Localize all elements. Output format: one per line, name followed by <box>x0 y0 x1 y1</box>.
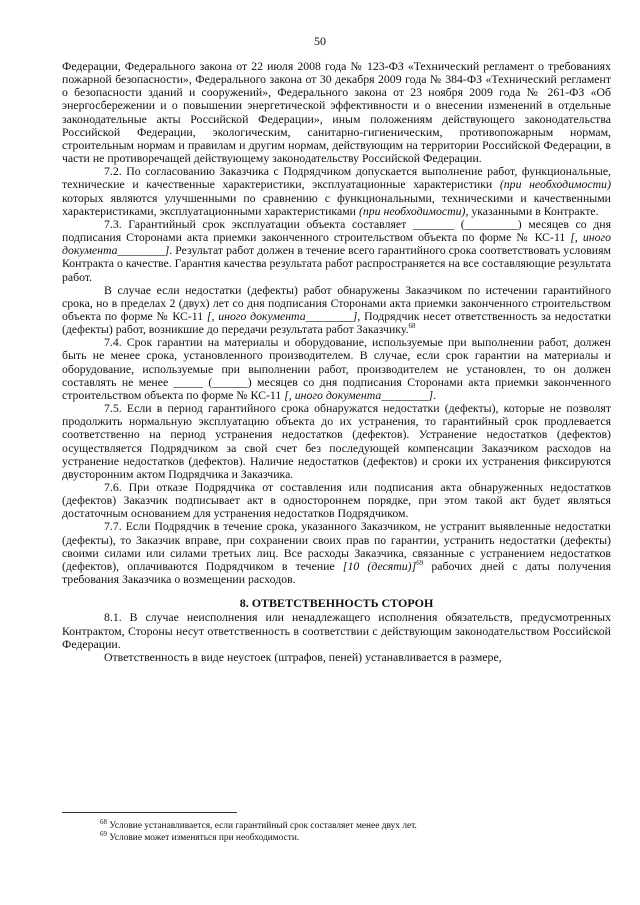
text-run: указанными в Контракте. <box>468 203 599 218</box>
text-run: 7.2. По согласованию Заказчика с Подрядчиком допускается выполнение работ, функциональные, технические и качественные характеристики, эксплуатационные характеристики <box>62 164 611 192</box>
text-run: рабочих дней с даты получения требования Заказчика о возмещении расходов. <box>62 558 612 587</box>
text-run: В случае если недостатки (дефекты) работ обнаружены Заказчиком по истечении гарантийного срока, но в пределах 2 (двух) лет со дня подписания Сторонами акта приемки законченного строительством объекта по форме № КС-11 <box>62 282 611 323</box>
paragraph <box>62 520 611 586</box>
section-heading <box>62 597 611 610</box>
footnote <box>100 829 610 844</box>
footnote-text: Условие устанавливается, если гарантийный срок составляет менее двух лет. <box>107 821 417 831</box>
text-run: 7.4. Срок гарантии на материалы и оборудование, используемые при выполнении работ, должен быть не менее срока, установленного производителем. В случае, если срок гарантии на материалы и оборудование, используемые при выполнении работ, производителем не установлен, то он должен составлять не менее _____ (______) месяцев со дня подписания Сторонами акта приемки законченного строительством объекта по форме № КС-11 <box>62 335 611 402</box>
paragraph <box>62 165 611 218</box>
text-run: 7.7. Если Подрядчик в течение срока, указанного Заказчиком, не устранит выявленные недостатки (дефекты), то Заказчик вправе, при сохранении своих прав по гарантии, устранить недостатки (дефекты) своими силами или силами третьих лиц. Все расходы Заказчика, связанные с устранением недостатков (дефектов), оплачиваются Подрядчиком в течение <box>62 519 611 573</box>
text-run: 8. ОТВЕТСТВЕННОСТЬ СТОРОН <box>239 596 434 611</box>
text-run: 8.1. В случае неисполнения или ненадлежащего исполнения обязательств, предусмотренных Контрактом, Стороны несут ответственность в соответствии с действующим законодательством Российской Федерации. <box>62 610 611 651</box>
footnote-ref: 68 <box>408 322 416 331</box>
paragraph <box>62 336 611 402</box>
text-run: 7.6. При отказе Подрядчика от составления или подписания акта обнаруженных недостатков (дефектов) Заказчик подписывает акт в одностороннем порядке, при этом такой акт будет являться достаточным основанием для устранения недостатков Подрядчиком. <box>62 480 611 521</box>
italic-text: [, иного документа________] <box>62 230 611 258</box>
italic-text: (при необходимости) <box>499 177 611 192</box>
text-run: Федерации, Федерального закона от 22 июля 2008 года № 123-ФЗ «Технический регламент о требованиях пожарной безопасности», Федерального закона от 30 декабря 2009 года № 384-ФЗ «Технический регламент о безопасности зданий и сооружений», Федерального закона от 23 ноября 2009 года № 261-ФЗ «Об энергосбережении и о повышении энергетической эффективности и о внесении изменений в отдельные законодательные акты Российской Федерации», иным положениям действующего законодательства Российской Федерации, экологическим, санитарно-гигиеническим, противопожарным нормам, строительным нормам и правилам и другим нормам, действующим на территории Российской Федерации, в части не противоречащей действующему законодательству Российской Федерации. <box>62 59 611 166</box>
italic-text: [, иного документа________] <box>284 387 434 402</box>
page-number: 50 <box>314 34 326 48</box>
footnote-separator <box>62 812 237 813</box>
paragraph <box>62 611 611 650</box>
footnote-text: Условие может изменяться при необходимости. <box>107 833 300 843</box>
paragraph <box>62 402 611 481</box>
italic-text: [10 (десяти)] <box>342 558 417 573</box>
text-run: 7.3. Гарантийный срок эксплуатации объекта составляет _______ (_________) месяцев со дня подписания Сторонами акта приемки законченного строительством объекта по форме № КС-11 <box>62 216 611 245</box>
footnote <box>100 817 610 832</box>
footnote-number: 69 <box>100 829 107 838</box>
text-run: . Результат работ должен в течение всего гарантийного срока соответствовать условиям Контракта о качестве. Гарантия качества результата работ распространяется на все составляющие результата работ. <box>62 243 611 284</box>
text-run: Ответственность в виде неустоек (штрафов, пеней) устанавливается в размере, <box>104 649 502 664</box>
footnotes <box>100 817 610 844</box>
text-run: 7.5. Если в период гарантийного срока обнаружатся недостатки (дефекты), которые не позволят продолжить нормальную эксплуатацию объекта до их устранения, то гарантийный срок продлевается соответственно на период устранения недостатков (дефектов). Устранение недостатков (дефектов) осуществляется Подрядчиком за свой счет без последующей компенсации Заказчиком расходов на устранение недостатков (дефектов). Наличие недостатков (дефектов) и сроки их устранения фиксируются двусторонним актом Подрядчика и Заказчика. <box>62 401 611 481</box>
text-run: , Подрядчик несет ответственность за недостатки (дефекты) работ, возникшие до передачи результата работ Заказчику. <box>62 308 612 337</box>
document-body <box>62 60 611 664</box>
paragraph <box>62 481 611 520</box>
text-run: которых являются улучшенными по сравнению с функциональными, техническими и качественными характеристиками, эксплуатационными характеристиками <box>62 190 611 218</box>
paragraph <box>62 218 611 284</box>
paragraph <box>62 60 611 165</box>
paragraph <box>62 284 611 337</box>
italic-text: [, иного документа________] <box>206 308 358 323</box>
paragraph <box>62 651 611 664</box>
text-run: . <box>433 387 437 402</box>
footnote-ref: 69 <box>416 559 424 568</box>
italic-text: (при необходимости), <box>358 203 469 218</box>
footnote-number: 68 <box>100 817 107 826</box>
